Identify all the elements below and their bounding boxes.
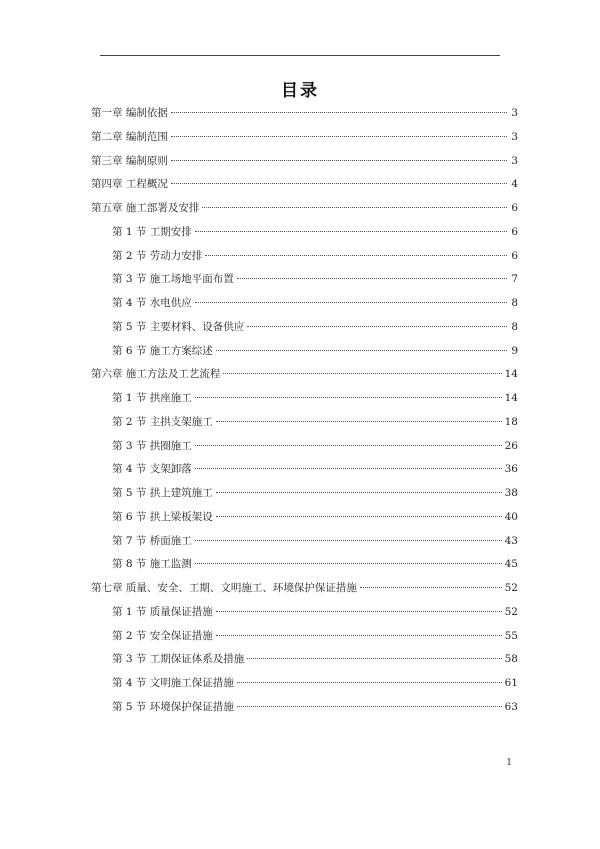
header-rule [100,55,500,56]
toc-dot-leader [195,445,502,446]
toc-chapter-entry[interactable] [91,363,518,387]
toc-entry-page: 8 [511,297,518,309]
toc-entry-label: 第三章 编制原则 [91,154,168,167]
toc-entry-label: 第 3 节 拱圈施工 [112,439,192,452]
toc-entry-label: 第五章 施工部署及安排 [91,202,200,214]
toc-entry-page: 3 [511,130,518,143]
toc-entry-page: 45 [504,558,518,571]
toc-entry-label: 第二章 编制范围 [91,130,168,143]
toc-dot-leader [216,516,502,517]
toc-dot-leader [216,492,502,493]
toc-entry-label: 第 6 节 拱上梁板架设 [112,510,213,523]
toc-section-entry[interactable] [91,292,518,316]
toc-entry-page: 6 [511,249,518,262]
toc-section-entry[interactable] [91,625,518,649]
toc-entry-page: 63 [504,700,518,713]
toc-section-entry[interactable] [91,530,518,554]
toc-entry-label: 第 1 节 拱座施工 [112,392,192,404]
toc-dot-leader [216,611,502,612]
toc-section-entry[interactable] [91,672,518,696]
toc-dot-leader [195,397,502,398]
toc-entry-page: 4 [511,178,518,191]
toc-entry-page: 43 [504,534,518,547]
toc-entry-page: 40 [504,510,518,523]
toc-entry-label: 第 2 节 主拱支架施工 [112,415,213,428]
toc-section-entry[interactable] [91,387,518,411]
toc-dot-leader [202,207,507,208]
toc-entry-page: 38 [504,487,518,499]
toc-dot-leader [216,635,502,636]
toc-entry-page: 18 [504,415,518,428]
toc-entry-page: 8 [511,320,518,333]
toc-dot-leader [195,540,502,541]
toc-entry-label: 第 1 节 工期安排 [112,225,192,238]
toc-entry-page: 14 [504,392,518,404]
toc-entry-label: 第 3 节 施工场地平面布置 [112,273,234,286]
toc-entry-page: 3 [511,107,518,119]
toc-entry-label: 第 5 节 主要材料、设备供应 [112,320,245,333]
toc-dot-leader [195,302,507,303]
toc-dot-leader [195,468,502,469]
toc-entry-page: 52 [504,582,518,594]
toc-section-entry[interactable] [91,221,518,245]
toc-section-entry[interactable] [91,316,518,340]
toc-entry-page: 55 [504,629,518,642]
toc-entry-page: 58 [504,653,518,666]
toc-section-entry[interactable] [91,435,518,459]
toc-entry-label: 第 5 节 环境保护保证措施 [112,700,234,713]
toc-dot-leader [205,255,507,256]
toc-dot-leader [237,278,507,279]
toc-entry-page: 7 [511,273,518,286]
toc-dot-leader [195,231,507,232]
toc-entry-page: 61 [504,677,518,689]
toc-entry-page: 6 [511,225,518,238]
toc-entry-label: 第 6 节 施工方案综述 [112,344,213,357]
toc-dot-leader [237,706,502,707]
toc-chapter-entry[interactable] [91,102,518,126]
toc-entry-label: 第 3 节 工期保证体系及措施 [112,653,245,666]
toc-section-entry[interactable] [91,648,518,672]
toc-entry-label: 第 7 节 桥面施工 [112,534,192,547]
toc-entry-label: 第一章 编制依据 [91,107,168,119]
toc-dot-leader [247,326,507,327]
toc-dot-leader [237,682,502,683]
page-number: 1 [506,758,512,768]
toc-entry-page: 14 [504,368,518,381]
toc-entry-label: 第 2 节 安全保证措施 [112,629,213,642]
toc-section-entry[interactable] [91,601,518,625]
toc-entry-label: 第 4 节 水电供应 [112,297,192,309]
toc-entry-label: 第 2 节 劳动力安排 [112,249,203,262]
toc-dot-leader [171,136,507,137]
toc-section-entry[interactable] [91,245,518,269]
toc-section-entry[interactable] [91,411,518,435]
toc-chapter-entry[interactable] [91,150,518,174]
toc-section-entry[interactable] [91,506,518,530]
toc-chapter-entry[interactable] [91,197,518,221]
toc-entry-label: 第 8 节 施工监测 [112,558,192,571]
toc-entry-page: 3 [511,154,518,167]
toc-section-entry[interactable] [91,458,518,482]
toc-chapter-entry[interactable] [91,173,518,197]
toc-dot-leader [195,563,502,564]
toc-entry-page: 26 [504,439,518,452]
toc-dot-leader [171,160,507,161]
toc-entry-label: 第七章 质量、安全、工期、文明施工、环境保护保证措施 [91,582,357,594]
toc-chapter-entry[interactable] [91,126,518,150]
toc-section-entry[interactable] [91,553,518,577]
toc-chapter-entry[interactable] [91,577,518,601]
toc-entry-page: 6 [511,202,518,214]
toc-dot-leader [360,587,502,588]
toc-section-entry[interactable] [91,482,518,506]
toc-entry-label: 第 5 节 拱上建筑施工 [112,487,213,499]
toc-entry-page: 9 [511,344,518,357]
toc-entry-label: 第六章 施工方法及工艺流程 [91,368,221,381]
toc-entry-label: 第 4 节 文明施工保证措施 [112,677,234,689]
toc-dot-leader [171,183,507,184]
toc-section-entry[interactable] [91,340,518,364]
toc-dot-leader [216,421,502,422]
toc-title: 目录 [281,81,319,101]
toc-dot-leader [247,658,501,659]
toc-dot-leader [223,373,501,374]
toc-entry-label: 第 4 节 支架卸落 [112,463,192,476]
toc-dot-leader [216,350,507,351]
toc-entry-label: 第 1 节 质量保证措施 [112,605,213,618]
toc-section-entry[interactable] [91,696,518,720]
toc-section-entry[interactable] [91,268,518,292]
table-of-contents [91,102,518,720]
toc-entry-label: 第四章 工程概况 [91,178,168,191]
toc-entry-page: 52 [504,605,518,618]
toc-dot-leader [171,112,507,113]
toc-entry-page: 36 [504,463,518,476]
